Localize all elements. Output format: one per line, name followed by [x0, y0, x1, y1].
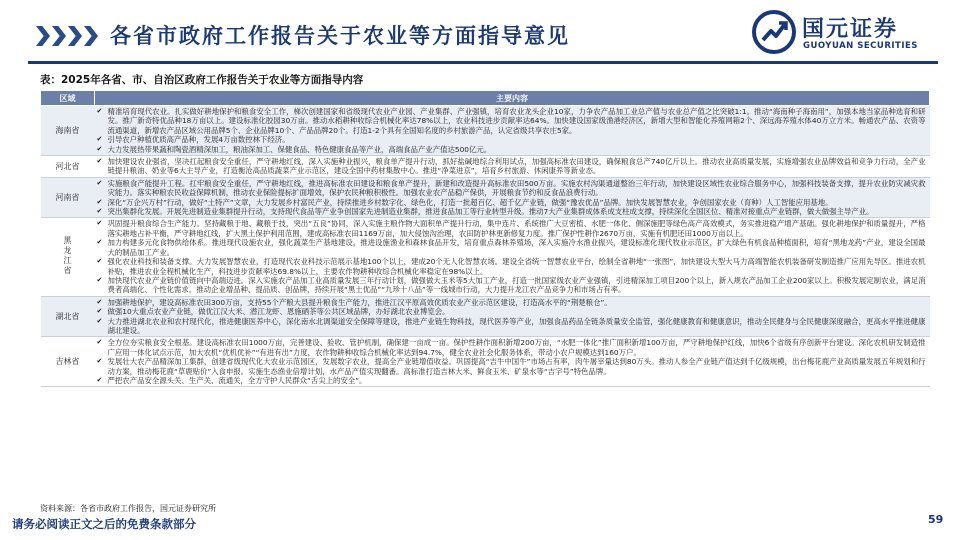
- checkmark-bullet-icon: ✔: [96, 316, 103, 325]
- bullet-text: 全方位夯实粮食安全根基。建设高标准农田1000万亩，完善建设、验收、管护机制，确保建一亩成一亩。保护性耕作面积新增200万亩，“水肥一体化”推广面积新增100万亩，严守耕地保护红线，加快6个省级有序创新平台建设。深化农机研发制造推广应用一体化试点示范，加大农机“优机优补”“有进有出”力度，农作物耕种收综合机械化率达到94.7%，健全农业社会化服务体系，带动小农户规模达到160万户。: [107, 338, 926, 357]
- content-cell: [95, 337, 930, 387]
- checkmark-bullet-icon: ✔: [96, 307, 103, 316]
- table-row: [41, 337, 930, 387]
- checkmark-bullet-icon: ✔: [96, 157, 103, 166]
- table-title: 表：2025年各省、市、自治区政府工作报告关于农业等方面指导内容: [40, 74, 364, 86]
- content-bullet: [97, 198, 926, 207]
- content-bullet: [97, 298, 926, 307]
- checkmark-bullet-icon: ✔: [96, 338, 103, 347]
- table-row: [41, 218, 930, 296]
- bullet-text: 引导农户种植优质高产品种，发展4万亩数控林下经济。: [107, 135, 290, 145]
- content-bullet: [97, 179, 926, 198]
- content-bullet: [97, 317, 926, 336]
- region-cell: [41, 296, 95, 337]
- region-label: 河北省: [55, 161, 80, 171]
- region-cell: [41, 177, 95, 218]
- content-cell: [95, 106, 930, 156]
- checkmark-bullet-icon: ✔: [96, 257, 103, 266]
- bullet-text: 发展壮大农产品精深加工集群，创建省级现代化大农业示范园区，发展数字农业，提高全产业链增值收益。巩固提高“吉牛中国牛”市场占有率，肉牛屠宰量达到80万头。推动人参全产业链产值达到千亿级规模，出台梅花鹿产业高质量发展五年规划和行动方案，推动梅花鹿“草鹿贴价”入食申报。实施生态渔业倍增计划，水产品产值实现翻番。高标准打造吉林大米、鲜食玉米、矿泉水等“吉字号”特色品牌。: [107, 357, 926, 376]
- checkmark-bullet-icon: ✔: [96, 178, 103, 187]
- table-row: [41, 296, 930, 337]
- checkmark-bullet-icon: ✔: [96, 197, 103, 206]
- bullet-text: 深化“万企兴万村”行动，做好“土特产”文章，大力发展乡村富民产业，持续推进乡村数字化、绿色化，打造一批超百亿、超千亿产业链，做强“豫农优品”品牌。加快发展智慧农业，争创国家农业（育种）人工智能应用基地。: [107, 197, 833, 207]
- table-body: [41, 106, 930, 387]
- checkmark-bullet-icon: ✔: [96, 144, 103, 153]
- content-bullet: [97, 238, 926, 257]
- content-cell: [95, 156, 930, 178]
- checkmark-bullet-icon: ✔: [96, 357, 103, 366]
- checkmark-bullet-icon: ✔: [96, 207, 103, 216]
- content-bullet: [97, 135, 926, 144]
- checkmark-bullet-icon: ✔: [96, 275, 103, 284]
- bullet-text: 精准培育现代农业。扎实做好耕地保护和粮食安全工作，梯次创建国家和省级现代农业产业园、产业集群、产业强镇，培育农业龙头企业10家，力争农产品加工业总产值与农业总产值之比突破1:1。推动“海南种子海南用”，加强本地当家品种选育和研发。推广新奇特优品种18万亩以上。建设标准化胶园30万亩。推动水稻耕种收综合机械化率达78%以上，农业科技进步贡献率达64%。加快建设国家级渔港经济区，新增大型和智能化养殖网箱2个、深远海养殖水体40万立方米。畅通农产品、农资等流通渠道，新增农产品区域公用品牌5个、企业品牌10个、产品品牌20个。打造1-2个具有全国知名度的乡村旅游产品，认定省级共享农庄5家。: [107, 107, 926, 135]
- content-bullet: [97, 307, 926, 316]
- bullet-text: 巩固提升粮食综合生产能力。坚持藏粮于地、藏粮于技，突出“五良”协同，深入实施主粮作物大面积单产提升行动，集中连片、系统推广大豆密植、水肥一体化、侧深施肥等绿色高产高效模式，务实推进稳产增产基础。强化耕地保护和质量提升，严格落实耕地占补平衡，严守耕地红线，扩大黑土保护利用范围，建成高标准农田1169万亩，加大侵蚀沟治理，农田防护林更新修复力度。推广保护性耕作2670万亩，实施有机肥还田1000万亩以上。: [107, 219, 926, 238]
- table-row: [41, 177, 930, 218]
- table-row: [41, 156, 930, 178]
- bullet-text: 加强耕地保护，建设高标准农田300万亩，支持55个产粮大县提升粮食生产能力，推进江汉平原高效优质农业产业示范区建设，打造高水平的“荆楚粮仓”。: [107, 297, 612, 307]
- region-label: 吉林省: [55, 357, 80, 367]
- bullet-text: 突出集群化发展。开展先进制造业集群提升行动，支持现代食品等产业争创国家先进制造业集群，推进食品加工等行业转型升级。推动7大产业集群成体系成支柱成支撑，持续深化全国区位、精准对接重点产业链群，做大做强主导产业。: [107, 207, 874, 217]
- bullet-text: 强化农业科技和装备支撑。大力发展智慧农业，打造现代农业科技示范展示基地100个以上，建成20个无人化智慧农场。建设全省统一智慧农业平台，绘制全省耕地“一张图”，加快建设大型大马力高端智能农机装备研发制造推广应用先导区。推进农机补贴，推进农业全程机械化生产，科技进步贡献率达69.8%以上，主要农作物耕种收综合机械化率稳定在98%以上。: [107, 257, 926, 276]
- content-bullet: [97, 376, 926, 385]
- page-number: 59: [928, 513, 944, 526]
- chevron-decoration-icon: [36, 26, 100, 46]
- content-bullet: [97, 357, 926, 376]
- bullet-text: 加快现代农业产业链价值链向中高端迈进。深入实施农产品加工业高质量发展三年行动计划，做强做大玉米等5大加工产业，打造一批国家级农业产业强镇，引进精深加工项目200个以上，新入规农产品加工企业200家以上。积极发展定制农业，满足消费者高端化、个性化需求。推动企业增品种、提品质、创品牌，持续开展“黑土优品”“九珍十八品”等一线城市行动，大力提升龙江农产品竞争力和市场占有率。: [107, 275, 926, 295]
- region-cell: [41, 218, 95, 296]
- content-bullet: [97, 157, 926, 176]
- logo-text-cn: 国元证券: [802, 17, 899, 42]
- checkmark-bullet-icon: ✔: [96, 135, 103, 144]
- content-bullet: [97, 107, 926, 135]
- content-bullet: [97, 207, 926, 216]
- table-row: [41, 106, 930, 156]
- content-cell: [95, 218, 930, 296]
- region-cell: [41, 337, 95, 387]
- region-cell: [41, 106, 95, 156]
- checkmark-bullet-icon: ✔: [96, 375, 103, 384]
- checkmark-bullet-icon: ✔: [96, 107, 103, 115]
- content-bullet: [97, 145, 926, 154]
- guoyuan-logo-icon: [752, 10, 796, 54]
- column-header-content: 主要内容: [95, 91, 930, 106]
- bullet-text: 加力构建多元化食物供给体系。推进现代设施农业，强化蔬菜生产基地建设，推进设施渔业和森林食品开发，培育重点森林养殖场，深入实施冷水渔业振兴，建设标准化现代牧业示范区，扩大绿色有机食品种植面积，培育“黑地龙药”产业，建设全国最大的制品加工产业。: [107, 238, 926, 257]
- bullet-text: 实施粮食产能提升工程。扛牢粮食安全重任，严守耕地红线，推进高标准农田建设和粮食单产提升，新建和改造提升高标准农田500万亩。实施农村沟渠通道整治三年行动，加快建设区域性农业综合服务中心，加强科技装备支撑，提升农业防灾减灾救灾能力。落实种粮农民收益保障机制，推动农业保险提标扩面增效，保护农民种粮积极性。加强农业农产品稳产保供，开展粮食节约和反食品浪费行动。: [107, 178, 926, 198]
- page-header: [0, 0, 960, 66]
- region-label: 湖北省: [55, 312, 80, 322]
- checkmark-bullet-icon: ✔: [96, 297, 103, 306]
- content-bullet: [97, 219, 926, 238]
- content-cell: [95, 296, 930, 337]
- region-cell: [41, 156, 95, 178]
- bullet-text: 大力推进湖北农业和农村现代化，推进健康医养中心，深化南水北调渠道安全保障等建设，推进产业链生物科技，现代医养等产业，加强食品药品全链条质量安全监管，强化健康教育和健康意识，推动全民健身与全民健康深度融合，更高水平推进健康湖北建设。: [107, 316, 926, 335]
- region-label: 黑龙江省: [63, 235, 72, 276]
- region-label: 海南省: [55, 126, 80, 136]
- bullet-text: 做强10大重点农业产业链，做优江汉大米、潜江龙虾、恩施硒茶等公共区域品牌，办好湖北农业博览会。: [107, 307, 450, 317]
- page-title: 各省市政府工作报告关于农业等方面指导意见: [110, 24, 570, 48]
- policy-table: [40, 90, 930, 387]
- content-bullet: [97, 338, 926, 357]
- header-divider: [28, 61, 938, 64]
- table-header-row: [41, 91, 930, 106]
- bullet-text: 加快建设农业强省，坚决扛起粮食安全重任，严守耕地红线，深入实施种业振兴，粮食单产提升行动，抓好盐碱地综合利用试点，加强高标准农田建设，确保粮食总产740亿斤以上。推动农业高质量发展，实施增强农业品牌效益和竞争力行动，全产业链提升粮油、奶业等6大主导产业，打造衡沧高品质蔬菜产业示范区，建设全国中药材集散中心。推进“净菜进京”，培育乡村旅游、休闲康养等新业态。: [107, 157, 926, 176]
- logo-text-en: GUOYUAN SECURITIES: [803, 41, 918, 51]
- disclaimer-footer: 请务必阅读正文之后的免费条款部分: [12, 517, 196, 531]
- content-bullet: [97, 276, 926, 295]
- content-cell: [95, 177, 930, 218]
- content-bullet: [97, 257, 926, 276]
- column-header-region: 区域: [41, 91, 95, 106]
- checkmark-bullet-icon: ✔: [96, 238, 103, 247]
- region-label: 河南省: [55, 193, 80, 203]
- source-note: 资料来源：各省市政府工作报告，国元证券研究所: [40, 504, 216, 513]
- checkmark-bullet-icon: ✔: [96, 219, 103, 228]
- bullet-text: 严把农产品安全源头关、生产关、流通关，全方守护人民群众“舌尖上的安全”。: [107, 375, 367, 385]
- company-logo: [752, 8, 937, 58]
- bullet-text: 大力发展热带果蔬和陶瓷酒精深加工，粮油深加工、保健食品、特色健康食品等产业，高端食品产业产值达500亿元。: [107, 144, 492, 154]
